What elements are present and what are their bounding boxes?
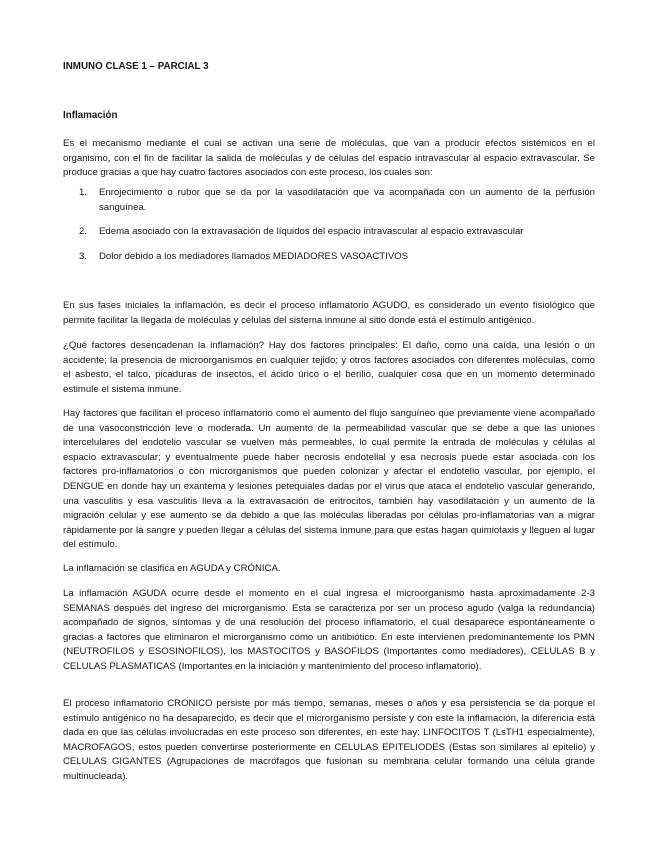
list-item (63, 225, 595, 240)
list-item (63, 250, 595, 265)
paragraph-chronic-inflammation: El proceso inflamatorio CRONICO persiste por más tiempo, semanas, meses o años y esa persistencia se da porque el estímulo antigénico no ha desaparecido, es decir que el microrganismo persiste y con este la inflamación, la diferencia está dada en que las células involucradas en este proceso son diferentes, en este hay: LINFOCITOS T (LsTH1 especialmente), MACROFAGOS, estos pueden convertirse posteriormente en CELULAS EPITELIODES (Estas son similares al epitelio) y CELULAS GIGANTES (Agrupaciones de macrófagos que fusionan su membrana celular formando una célula grande multinucleada). (63, 698, 595, 782)
list-item-number: 3. (79, 250, 88, 262)
section-heading: Inflamación (63, 110, 118, 121)
list-item-text: Edema asociado con la extravasación de líquidos del espacio intravascular al espacio extravascular (99, 226, 524, 238)
document-title: INMUNO CLASE 1 – PARCIAL 3 (63, 61, 209, 72)
paragraph-acute-inflammation: La inflamación AGUDA ocurre desde el momento en el cual ingresa el microorganismo hasta aproximadamente 2-3 SEMANAS después del ingreso del microrganismo. Esta se caracteriza por ser un proceso agudo (valga la redundancia) acompañado de signos, síntomas y de una resolución del proceso inflamatorio, el cual desaparece espontáneamente o gracias a factores que eliminaron el microrganismo como un antibiótico. En este intervienen predominantemente los PMN (NEUTROFILOS y ESOSINOFILOS), los MASTOCITOS y BASOFILOS (Importantes como mediadores), CELULAS B y CELULAS PLASMATICAS (Importantes en la iniciación y mantenimiento del proceso inflamatorio). (63, 588, 595, 672)
paragraph-classification: La inflamación se clasifica en AGUDA y CRÓNICA. (63, 563, 281, 574)
paragraph-acute-phase: En sus fases iniciales la inflamación, es decir el proceso inflamatorio AGUDO, es considerado un evento fisiológico que permite facilitar la llegada de moléculas y células del sistema inmune al sitio donde está el estímulo antigénico. (63, 300, 595, 326)
list-item-number: 2. (79, 226, 88, 238)
paragraph-triggers: ¿Qué factores desencadenan la inflamación? Hay dos factores principales: El daño, como una caída, una lesión o un accidente; la presencia de microorganismos en cualquier tejido; y otros factores asociados con diferentes moléculas, como el asbesto, el talco, picaduras de insectos, el ácido úrico o el berilio, cualquier cosa que en un momento determinado estimule el sistema inmune. (63, 340, 595, 395)
factors-list (63, 186, 595, 274)
intro-paragraph: Es el mecanismo mediante el cual se activan una serie de moléculas, que van a producir efectos sistémicos en el organismo, con el fin de facilitar la salida de moléculas y de células del espacio intravascular al espacio extravascular. Se produce gracias a que hay cuatro factores asociados con este proceso, los cuales son: (63, 138, 595, 179)
list-item-text: Dolor debido a los mediadores llamados MEDIADORES VASOACTIVOS (99, 250, 409, 262)
list-item-number: 1. (79, 187, 88, 198)
list-item (63, 186, 595, 215)
paragraph-facilitating-factors: Hay factores que facilitan el proceso inflamatorio como el aumento del flujo sanguíneo que previamente viene acompañado de una vasoconstricción leve o moderada. Un aumento de la permeabilidad vascular que se debe a que las uniones intercelulares del endotelio vascular se vuelven más permeables, lo cual permite la entrada de moléculas y células al espacio extravascular; y eventualmente puede haber necrosis endotelial y esa necrosis puede estar asociada con los factores pro-inflamatorios o con microrganismos que pueden colonizar y afectar el endotelio vascular, por ejemplo, el DENGUE en donde hay un exantema y lesiones petequiales dadas por el virus que ataca el endotelio vascular generando, una vasculitis y esa vasculitis lleva a la extravasación de eritrocitos, también hay vasodilatación y un aumento de la migración celular y ese aumento se da debido a que las moléculas liberadas por células pro-inflamatorias van a migrar rápidamente por la sangre y pueden llegar a células del sistema inmune para que estas hagan quimiotaxis y lleguen al lugar del estímulo. (63, 408, 595, 551)
list-item-text: Enrojecimiento o rubor que se da por la vasodilatación que va acompañada con un aumento de la perfusión sanguínea. (99, 187, 595, 213)
